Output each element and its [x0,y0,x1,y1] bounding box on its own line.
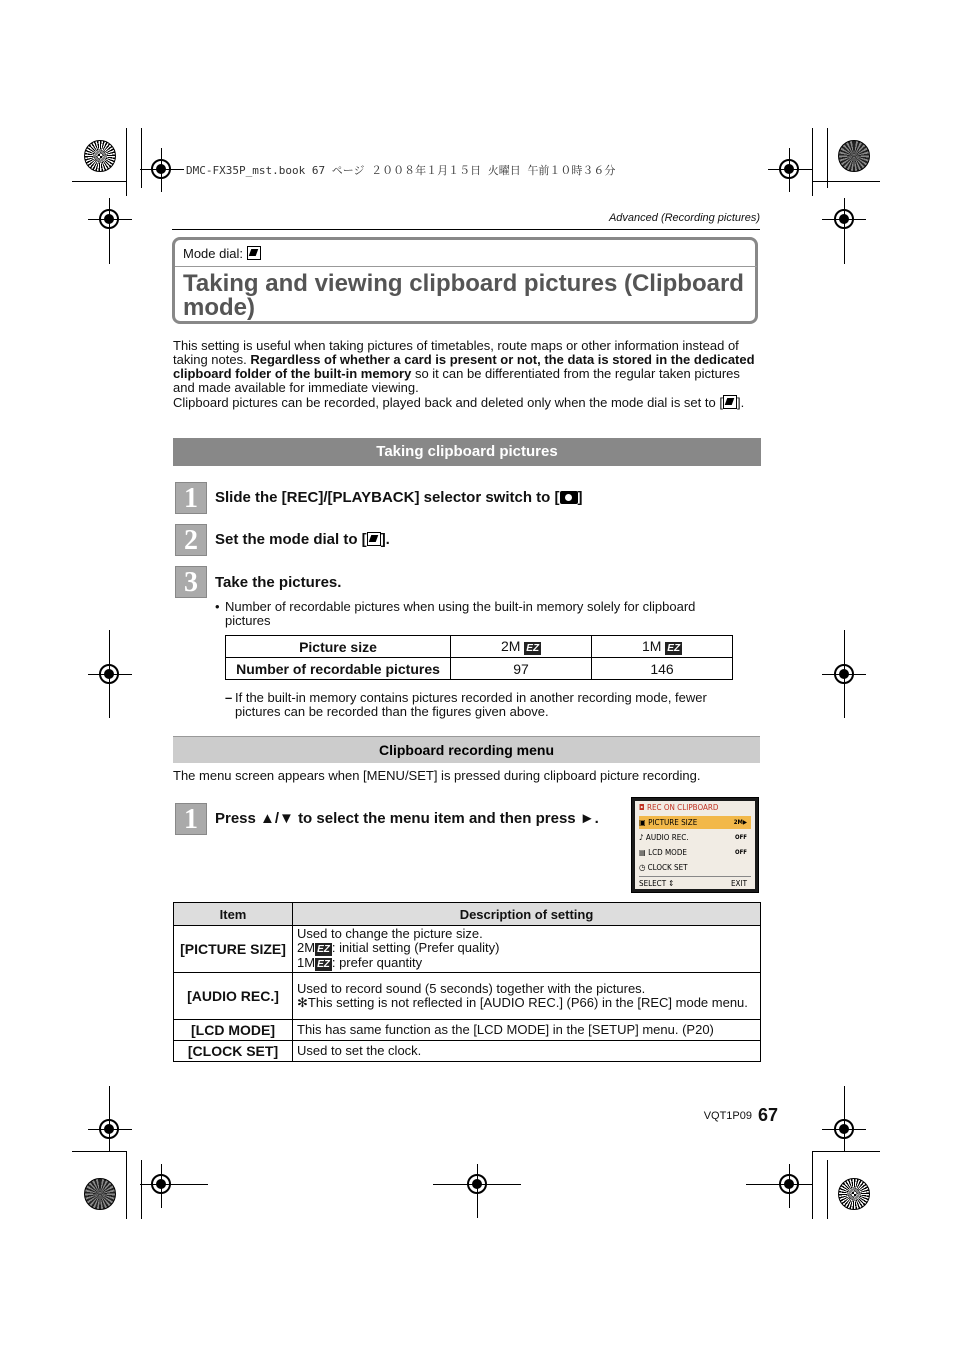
table-cell: 2M EZ [451,636,592,658]
title-divider [175,266,757,267]
table-header-cell: Number of recordable pictures [226,658,451,680]
camera-icon [560,491,578,504]
bullet-note: • Number of recordable pictures when using the built-in memory solely for clipboard pictures [215,599,696,628]
running-head: Advanced (Recording pictures) [608,212,760,224]
menu-settings-table [173,902,761,1062]
crop-mark [109,1086,110,1152]
step-text: Take the pictures. [215,574,342,591]
table-cell: Used to set the clock. [293,1041,761,1062]
page-title: Taking and viewing clipboard pictures (Clipboard mode) [183,270,744,321]
recordable-pictures-table [225,635,733,680]
lcd-title: ◘ REC ON CLIPBOARD [639,803,719,812]
print-header: DMC-FX35P_mst.book 67 ページ ２００８年１月１５日 火曜日 午前１０時３６分 [186,164,616,177]
header-rule [172,229,760,230]
dash-note: – If the built-in memory contains pictures recorded in another recording mode, fewer pictures can be recorded than the figures given above. [225,690,707,719]
crop-mark [844,1086,845,1152]
section-heading: Taking clipboard pictures [173,438,761,466]
bullet-icon: • [215,599,220,614]
registration-sun-icon [84,140,116,172]
crop-mark [141,1160,142,1219]
lcd-menu-item: ◷ CLOCK SET [639,863,688,872]
lcd-footer: SELECT ⇕ EXIT [639,876,751,890]
table-header-cell: Description of setting [293,903,761,926]
table-cell: [PICTURE SIZE] [174,926,293,973]
clipboard-mode-icon [367,532,381,546]
crop-mark [109,198,110,264]
crop-mark [812,1151,880,1152]
step-number: 1 [175,803,207,835]
step-number: 3 [175,566,207,598]
page-code: VQT1P09 [703,1110,752,1122]
lcd-menu-item: ▤ LCD MODE OFF [639,848,747,857]
crop-mark [140,1184,208,1185]
step-number: 2 [175,524,207,556]
ez-icon: EZ [317,959,330,970]
crop-mark [789,1164,790,1208]
table-header-cell: Item [174,903,293,926]
crop-mark [768,169,812,170]
crop-mark [827,1160,828,1219]
crop-mark [477,1164,478,1218]
clock-icon: ◷ [639,863,648,872]
ez-icon: EZ [667,643,681,654]
table-row [174,973,761,1020]
crop-mark [88,674,132,675]
ez-icon: EZ [526,643,540,654]
table-cell: 1M EZ [592,636,733,658]
crop-mark [827,128,828,188]
table-row [174,1041,761,1062]
mode-dial-label: Mode dial: [183,246,261,261]
intro-text: This setting is useful when taking pictures of timetables, route maps or other information instead of taking notes. Regardless of whether a card is present or not, the data is stored in the dedicated clipboard folder of the built-in memory so it can be differentiated from the regular taken pictures and made available for immediate viewing. Clipboard pictures can be recorded, played back and deleted only when the mode dial is set to [ ]. [173,338,755,410]
crop-mark [126,128,127,196]
page-number: 67 [757,1105,778,1125]
picture-size-icon: ▣ [639,818,649,827]
crop-mark [140,169,184,170]
clipboard-camera-icon: ◘ [639,803,647,812]
registration-sun-icon [838,1178,870,1210]
clipboard-mode-icon [247,246,261,260]
ez-icon: EZ [317,944,330,955]
table-cell: [AUDIO REC.] [174,973,293,1020]
table-row [174,1020,761,1041]
table-cell: 146 [592,658,733,680]
step-text: Set the mode dial to [ ]. [215,531,390,548]
dash-icon: – [225,690,233,705]
step-text: Press ▲/▼ to select the menu item and then press ►. [215,810,599,827]
section-heading: Clipboard recording menu [173,736,760,763]
crop-mark [812,128,813,196]
lcd-icon: ▤ [639,848,649,857]
table-cell: [CLOCK SET] [174,1041,293,1062]
crop-mark [161,148,162,192]
crop-mark [844,630,845,718]
crop-mark [72,181,126,182]
crop-mark [789,148,790,192]
table-row [174,926,761,973]
crop-mark [88,219,132,220]
table-header-cell: Picture size [226,636,451,658]
crop-mark [88,1129,132,1130]
crop-mark [812,181,880,182]
step-text: Slide the [REC]/[PLAYBACK] selector switch to [ ] [215,489,583,506]
step-number: 1 [175,482,207,514]
crop-mark [746,1184,812,1185]
microphone-icon: ♪ [639,833,646,842]
crop-mark [161,1164,162,1208]
crop-mark [812,1151,813,1219]
table-header-row [174,903,761,926]
table-cell: [LCD MODE] [174,1020,293,1041]
crop-mark [126,1151,127,1219]
crop-mark [141,128,142,188]
table-cell: 97 [451,658,592,680]
lcd-menu-item: ♪ AUDIO REC. OFF [639,833,747,842]
menu-intro: The menu screen appears when [MENU/SET] is pressed during clipboard picture recording. [173,768,701,783]
crop-mark [844,198,845,264]
table-cell: This has same function as the [LCD MODE] in the [SETUP] menu. (P20) [293,1020,761,1041]
registration-sun-icon [84,1178,116,1210]
table-cell: Used to record sound (5 seconds) together with the pictures. ✻This setting is not reflected in [AUDIO REC.] (P66) in the [REC] mode menu. [293,973,761,1020]
crop-mark [72,1151,126,1152]
crop-mark [109,630,110,718]
registration-sun-icon [838,140,870,172]
clipboard-mode-icon [723,395,737,409]
table-row [226,636,733,658]
lcd-menu-screen [631,797,759,893]
lcd-menu-item: ▣ PICTURE SIZE 2M▶ [639,816,751,829]
table-cell: Used to change the picture size. 2M EZ : initial setting (Prefer quality) 1M EZ : prefer quantity [293,926,761,973]
table-row [226,658,733,680]
